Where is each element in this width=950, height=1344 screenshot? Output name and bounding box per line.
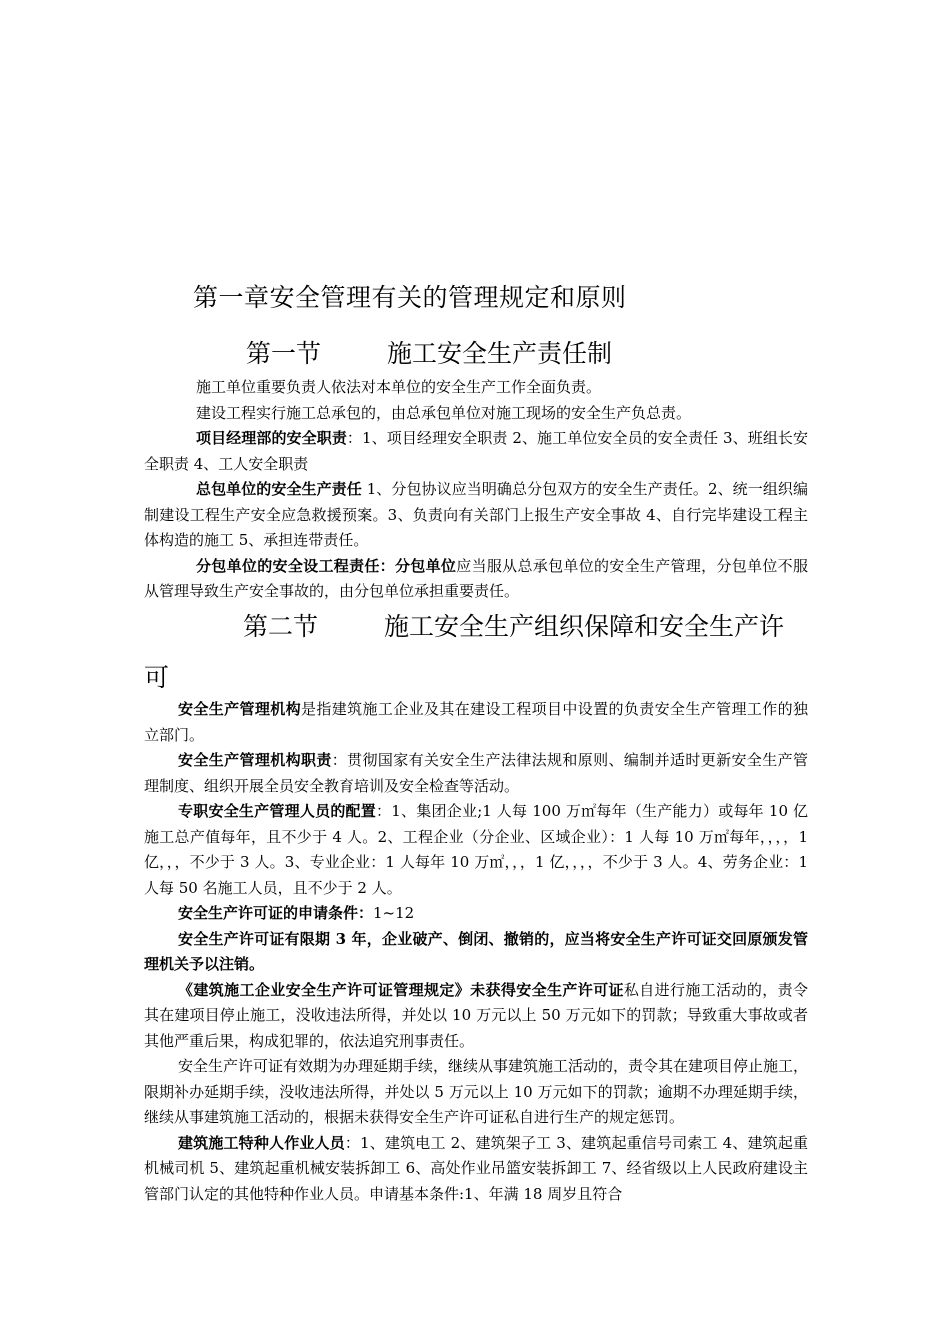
- paragraph: 安全生产许可证有限期 3 年，企业破产、倒闭、撤销的，应当将安全生产许可证交回原颁发管理机关予以注销。: [144, 929, 808, 973]
- paragraph: 施工单位重要负责人依法对本单位的安全生产工作全面负责。: [196, 378, 602, 396]
- paragraph: 安全生产许可证有效期为办理延期手续，继续从事建筑施工活动的，责令其在建项目停止施工，限期补办延期手续，没收违法所得，并处以 5 万元以上 10 万元如下的罚款；逾期不办理延期手续，继续从事建筑施工活动的，根据未获得安全生产许可证私自进行生产的规定惩罚。: [144, 1057, 809, 1126]
- section-title: 施工安全生产责任制: [387, 339, 613, 368]
- paragraph: 安全生产许可证的申请条件：1~12: [178, 904, 415, 922]
- paragraph: 建设工程实行施工总承包的，由总承包单位对施工现场的安全生产负总责。: [196, 403, 692, 422]
- paragraph: 专职安全生产管理人员的配置：1、集团企业;1 人每 100 万㎡每年（生产能力）或每年 10 亿施工总产值每年，且不少于 4 人。2、工程企业（分企业、区域企业）：1 人每 10 万㎡每年，，，，1 亿，，，不少于 3 人。3、专业企业：1 人每年 10 万㎡，，，1 亿，，，，不少于 3 人。4、劳务企业：1 人每 50 名施工人员，且不少于 2 人。: [144, 802, 808, 897]
- section-number: 第二节: [243, 612, 319, 641]
- chapter-title: 安全管理有关的管理规定和原则: [269, 283, 627, 312]
- section-number: 第一节: [246, 339, 322, 368]
- section-heading-2-continued: [144, 658, 169, 694]
- chapter-number: 第一章: [193, 283, 270, 312]
- paragraph: 安全生产管理机构职责：贯彻国家有关安全生产法律法规和原则、编制并适时更新安全生产管理制度、组织开展全员安全教育培训及安全检查等活动。: [144, 751, 808, 795]
- paragraph: 项目经理部的安全职责：1、项目经理安全职责 2、施工单位安全员的安全责任 3、班组长安全职责 4、工人安全职责: [144, 429, 808, 473]
- paragraph: 安全生产管理机构是指建筑施工企业及其在建设工程项目中设置的负责安全生产管理工作的独立部门。: [144, 700, 808, 744]
- section-heading-2: [243, 607, 784, 643]
- section-1-body: [144, 375, 808, 605]
- paragraph: 建筑施工特种人作业人员：1、建筑电工 2、建筑架子工 3、建筑起重信号司索工 4、建筑起重机械司机 5、建筑起重机械安装拆卸工 6、高处作业吊篮安装拆卸工 7、经省级以上人民政府建设主管部门认定的其他特种作业人员。申请基本条件:1、年满 18 周岁且符合: [144, 1133, 808, 1203]
- paragraph: 《建筑施工企业安全生产许可证管理规定》未获得安全生产许可证私自进行施工活动的，责令其在建项目停止施工，没收违法所得，并处以 10 万元以上 50 万元如下的罚款；导致重大事故或者其他严重后果，构成犯罪的，依法追究刑事责任。: [144, 980, 808, 1050]
- paragraph: 总包单位的安全生产责任 1、分包协议应当明确总分包双方的安全生产责任。2、统一组织编制建设工程生产安全应急救援预案。3、负责向有关部门上报生产安全事故 4、自行完毕建设工程主体构造的施工 5、承担连带责任。: [144, 480, 808, 549]
- paragraph: 分包单位的安全设工程责任：分包单位应当服从总承包单位的安全生产管理，分包单位不服从管理导致生产安全事故的，由分包单位承担重要责任。: [144, 556, 808, 600]
- section-title: 施工安全生产组织保障和安全生产许: [384, 612, 785, 641]
- section-title-continued: 可: [144, 663, 170, 692]
- section-2-body: [144, 697, 808, 1207]
- chapter-heading: [193, 278, 627, 314]
- section-heading-1: [246, 334, 612, 370]
